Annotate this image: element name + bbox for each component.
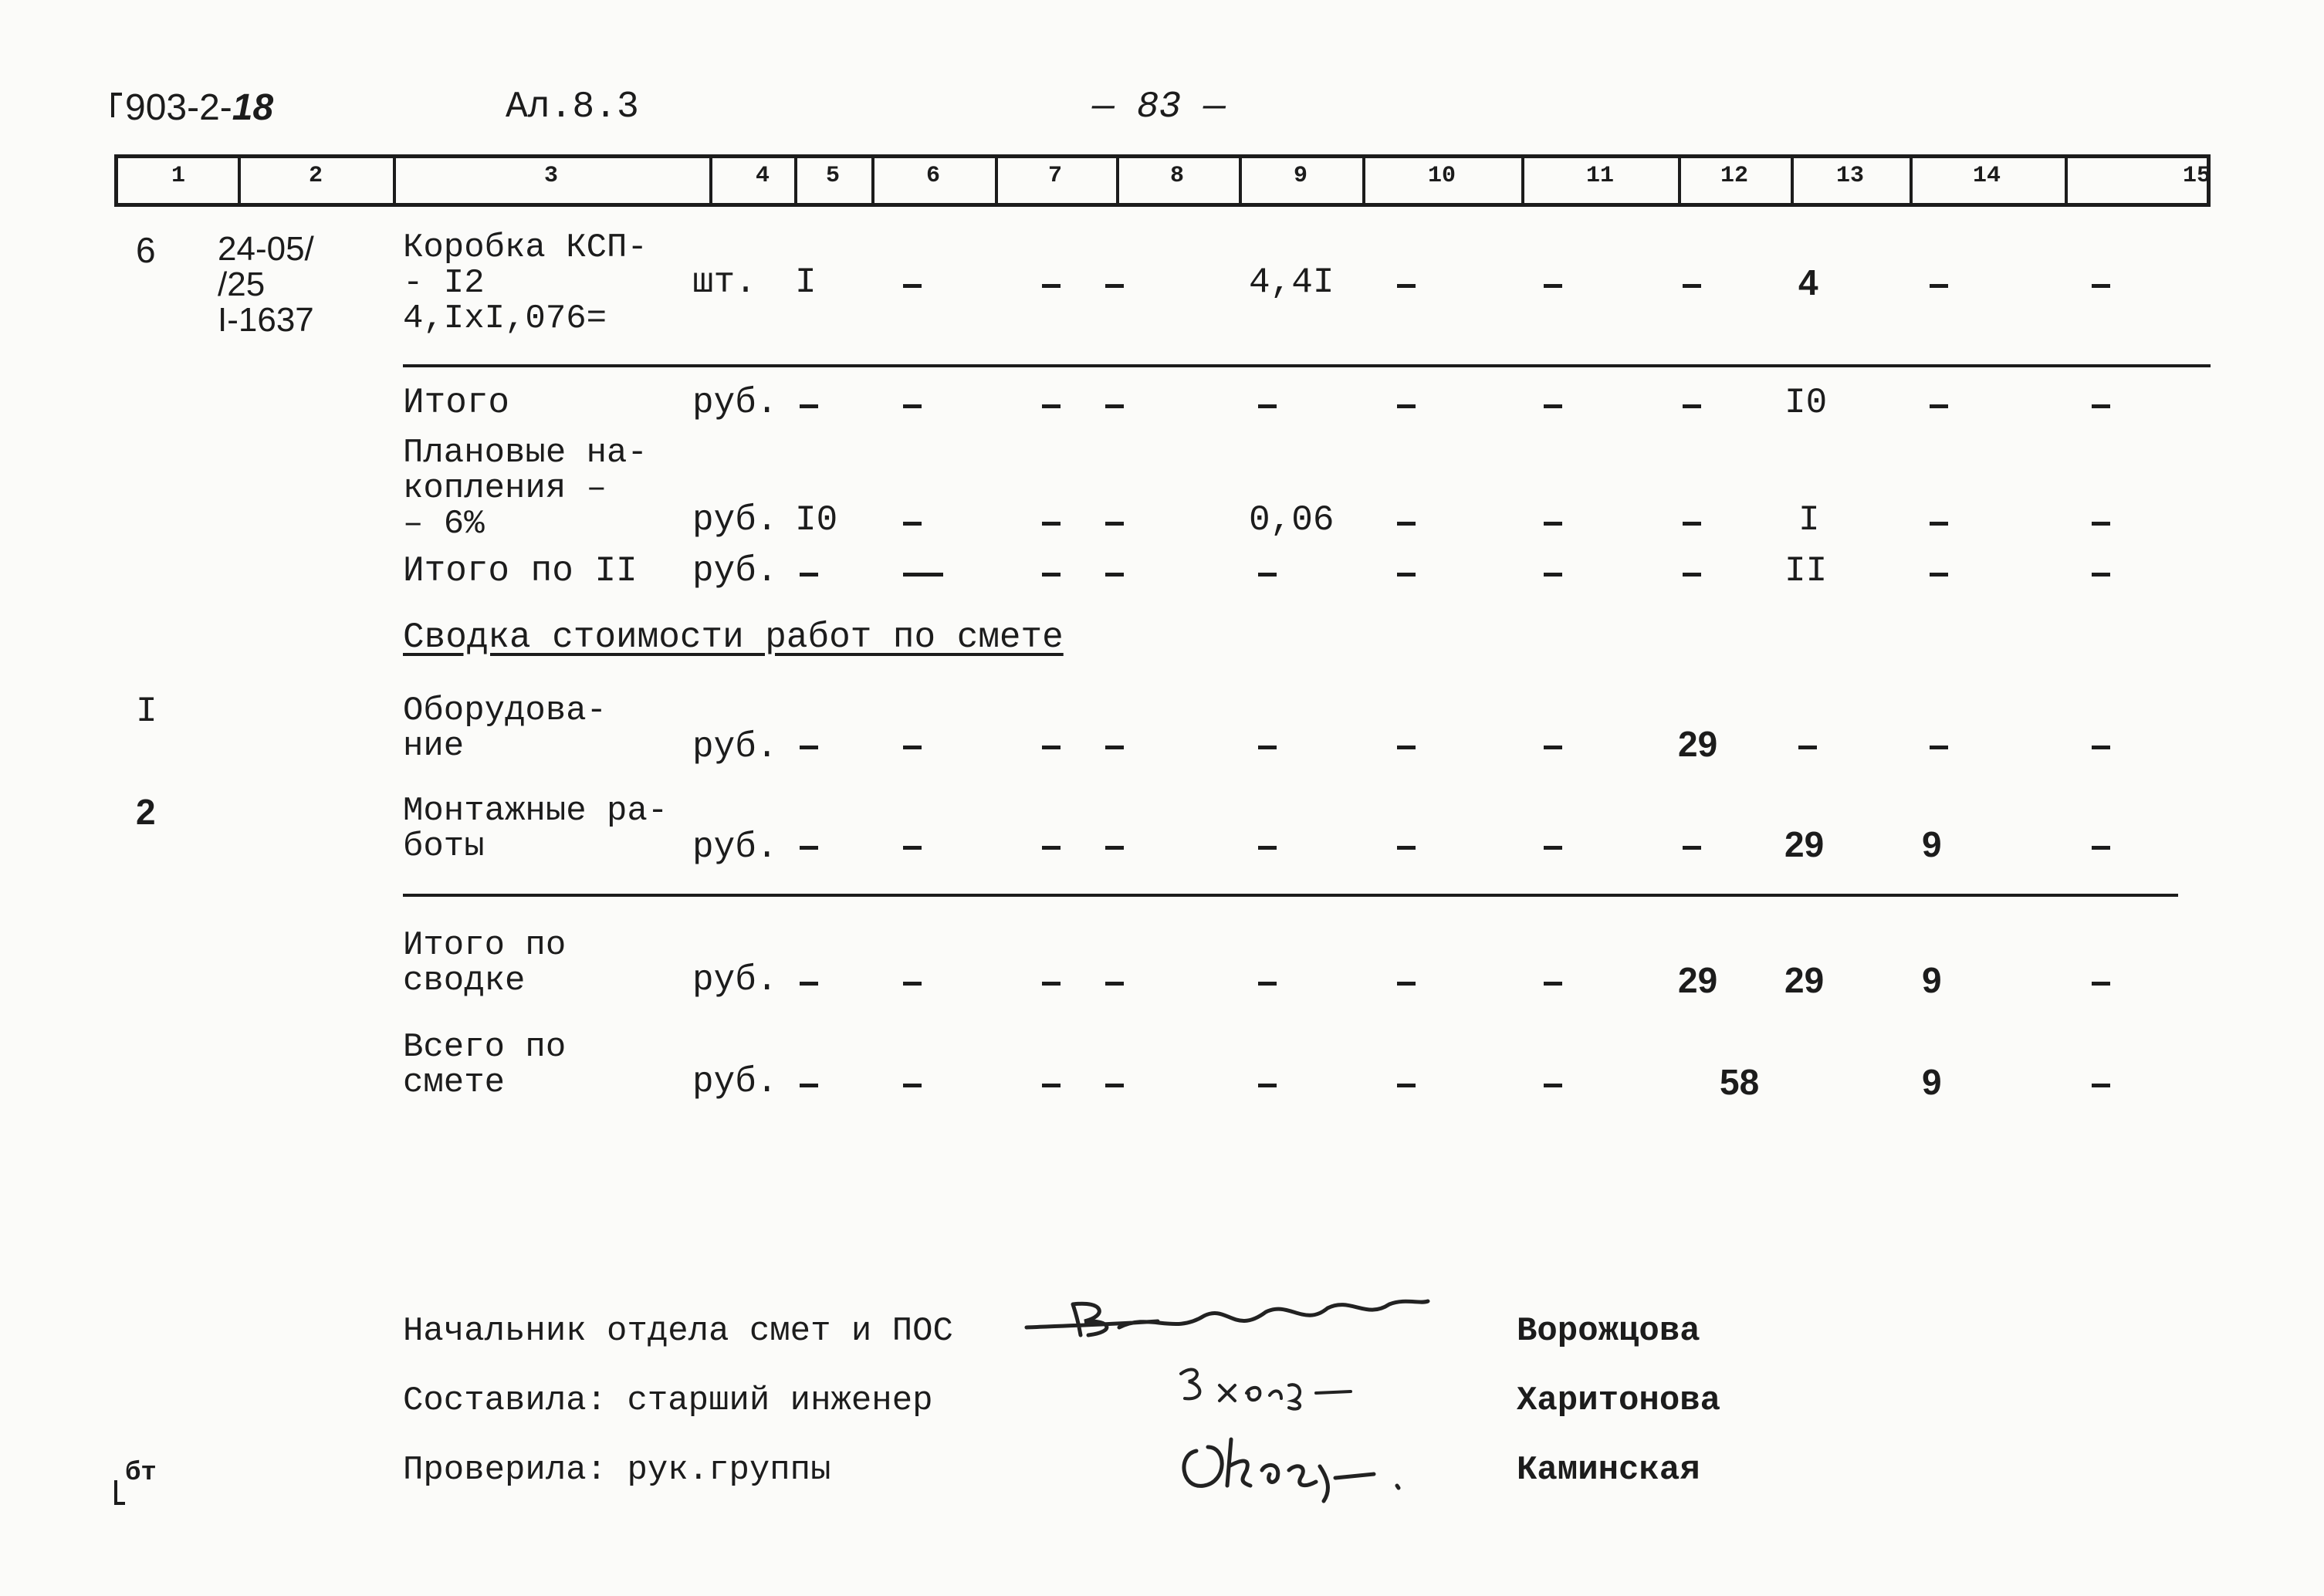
total-estimate-label: Всего по смете: [403, 1028, 567, 1102]
equipment-col12: 29: [1678, 724, 1718, 764]
item6-col13: 4: [1798, 262, 1818, 303]
empty-cell-dash: [1397, 522, 1416, 526]
col-header-12: 12: [1720, 163, 1748, 189]
empty-cell-dash: [1683, 573, 1701, 577]
plan-col13: I: [1798, 500, 1820, 540]
installation-label: Монтажные ра- боты: [403, 792, 668, 866]
col-header-5: 5: [825, 163, 840, 189]
separator-line-1: [403, 364, 2211, 367]
empty-cell-dash: [1930, 573, 1948, 577]
empty-cell-dash: [800, 982, 818, 986]
empty-cell-dash: [1930, 404, 1948, 408]
empty-cell-dash: [903, 1084, 922, 1087]
col-header-11: 11: [1585, 163, 1614, 189]
total-summary-label: Итого по сводке: [403, 926, 567, 1000]
empty-cell-dash: [800, 404, 818, 408]
empty-cell-dash: [903, 846, 922, 850]
empty-cell-dash: [1397, 1084, 1416, 1087]
separator-line-2: [403, 894, 2178, 897]
signature-role-2: Составила: старший инженер: [403, 1381, 933, 1420]
item6-name: Коробка КСП- - I2 4,IxI,076=: [403, 228, 648, 338]
empty-cell-dash: [1042, 404, 1061, 408]
empty-cell-dash: [903, 284, 922, 288]
installation-unit: руб.: [692, 827, 778, 867]
empty-cell-dash: [1683, 846, 1701, 850]
empty-cell-dash: [1105, 522, 1124, 526]
col-header-1: 1: [171, 163, 185, 189]
empty-cell-dash: [1930, 284, 1948, 288]
handwritten-signature-2: [1173, 1358, 1374, 1412]
itogo-label: Итого: [403, 383, 510, 423]
empty-cell-dash: [2092, 284, 2110, 288]
empty-cell-dash: [1042, 522, 1061, 526]
album-number: Ал.8.3: [506, 86, 639, 128]
empty-cell-dash: [1544, 284, 1562, 288]
equipment-label: Оборудова- ние: [403, 691, 607, 766]
itogo2-label: Итого по II: [403, 551, 638, 591]
plan-label: Плановые на- копления – – 6%: [403, 434, 648, 543]
empty-cell-dash: [1105, 846, 1124, 850]
item6-unit: шт.: [692, 262, 756, 303]
installation-col14: 9: [1922, 824, 1942, 864]
empty-cell-dash: [1105, 573, 1124, 577]
empty-cell-dash: [800, 1084, 818, 1087]
empty-cell-dash: [1397, 846, 1416, 850]
page-number-value: 83: [1136, 86, 1182, 128]
empty-cell-dash: [1544, 746, 1562, 749]
total-estimate-col12-13: 58: [1720, 1062, 1760, 1102]
total-summary-unit: руб.: [692, 960, 778, 1000]
signature-name-2: Харитонова: [1517, 1381, 1721, 1420]
col-header-3: 3: [543, 163, 558, 189]
empty-cell-dash: [1930, 522, 1948, 526]
col-header-10: 10: [1427, 163, 1456, 189]
empty-cell-dash: [1930, 746, 1948, 749]
empty-cell-dash: [1683, 404, 1701, 408]
empty-cell-dash: [903, 573, 943, 577]
col-header-8: 8: [1169, 163, 1184, 189]
itogo-col13: I0: [1784, 383, 1828, 423]
itogo-unit: руб.: [692, 383, 778, 423]
empty-cell-dash: [1258, 573, 1277, 577]
signature-role-3: Проверила: рук.группы: [403, 1451, 831, 1489]
installation-col13: 29: [1784, 824, 1825, 864]
total-estimate-col14: 9: [1922, 1062, 1942, 1102]
empty-cell-dash: [1544, 982, 1562, 986]
empty-cell-dash: [1397, 746, 1416, 749]
empty-cell-dash: [1042, 1084, 1061, 1087]
document-code: [125, 86, 273, 129]
empty-cell-dash: [1683, 522, 1701, 526]
equipment-unit: руб.: [692, 727, 778, 767]
total-summary-col12: 29: [1678, 960, 1718, 1000]
footer-mark: бт: [125, 1459, 157, 1488]
empty-cell-dash: [1042, 746, 1061, 749]
empty-cell-dash: [1042, 284, 1061, 288]
corner-mark-bottom: [114, 1480, 125, 1505]
col-header-4: 4: [755, 163, 770, 189]
equipment-number: I: [136, 691, 157, 732]
empty-cell-dash: [2092, 522, 2110, 526]
signature-name-3: Каминская: [1517, 1451, 1700, 1489]
empty-cell-dash: [2092, 404, 2110, 408]
empty-cell-dash: [1683, 284, 1701, 288]
handwritten-signature-3: [1173, 1420, 1436, 1505]
item6-qty: I: [795, 262, 817, 303]
empty-cell-dash: [1544, 404, 1562, 408]
col-header-14: 14: [1972, 163, 2001, 189]
empty-cell-dash: [1258, 982, 1277, 986]
empty-cell-dash: [800, 846, 818, 850]
empty-cell-dash: [1397, 284, 1416, 288]
document-code-printed: 903-2-: [125, 87, 232, 128]
empty-cell-dash: [1798, 746, 1817, 749]
empty-cell-dash: [903, 522, 922, 526]
total-estimate-unit: руб.: [692, 1062, 778, 1102]
empty-cell-dash: [2092, 746, 2110, 749]
empty-cell-dash: [1397, 404, 1416, 408]
col-header-9: 9: [1293, 163, 1307, 189]
empty-cell-dash: [2092, 573, 2110, 577]
empty-cell-dash: [1042, 982, 1061, 986]
signature-role-1: Начальник отдела смет и ПОС: [403, 1312, 953, 1351]
itogo2-unit: руб.: [692, 551, 778, 591]
empty-cell-dash: [1544, 573, 1562, 577]
empty-cell-dash: [2092, 1084, 2110, 1087]
empty-cell-dash: [1258, 1084, 1277, 1087]
column-header-bar: [114, 154, 2211, 207]
item6-col9: 4,4I: [1249, 262, 1335, 303]
col-header-15: 15: [2182, 163, 2211, 189]
itogo2-col13: II: [1784, 551, 1828, 591]
document-code-handwritten: 18: [232, 87, 274, 128]
empty-cell-dash: [2092, 846, 2110, 850]
total-summary-col13: 29: [1784, 960, 1825, 1000]
page-number: — 83 —: [1092, 86, 1226, 128]
empty-cell-dash: [1397, 982, 1416, 986]
empty-cell-dash: [1105, 746, 1124, 749]
empty-cell-dash: [1258, 846, 1277, 850]
col-header-6: 6: [925, 163, 940, 189]
installation-number: 2: [136, 792, 156, 832]
empty-cell-dash: [1042, 846, 1061, 850]
plan-col9: 0,06: [1249, 500, 1335, 540]
summary-title: Сводка стоимости работ по смете: [403, 617, 1064, 658]
empty-cell-dash: [903, 982, 922, 986]
empty-cell-dash: [800, 746, 818, 749]
empty-cell-dash: [903, 404, 922, 408]
col-header-7: 7: [1047, 163, 1062, 189]
empty-cell-dash: [1105, 1084, 1124, 1087]
col-header-2: 2: [308, 163, 323, 189]
plan-unit: руб.: [692, 500, 778, 540]
empty-cell-dash: [1544, 1084, 1562, 1087]
empty-cell-dash: [1397, 573, 1416, 577]
plan-col5: I0: [795, 500, 838, 540]
empty-cell-dash: [903, 746, 922, 749]
empty-cell-dash: [800, 573, 818, 577]
handwritten-signature-1: [1019, 1281, 1436, 1366]
empty-cell-dash: [1544, 846, 1562, 850]
corner-mark-top: [111, 93, 122, 117]
item6-code: 24-05/ /25 I-1637: [218, 230, 314, 339]
empty-cell-dash: [1105, 982, 1124, 986]
col-header-13: 13: [1835, 163, 1864, 189]
empty-cell-dash: [1042, 573, 1061, 577]
empty-cell-dash: [1105, 404, 1124, 408]
item6-number: 6: [136, 230, 156, 270]
empty-cell-dash: [2092, 982, 2110, 986]
total-summary-col14: 9: [1922, 960, 1942, 1000]
empty-cell-dash: [1544, 522, 1562, 526]
empty-cell-dash: [1258, 746, 1277, 749]
signature-name-1: Ворожцова: [1517, 1312, 1700, 1351]
empty-cell-dash: [1258, 404, 1277, 408]
empty-cell-dash: [1105, 284, 1124, 288]
